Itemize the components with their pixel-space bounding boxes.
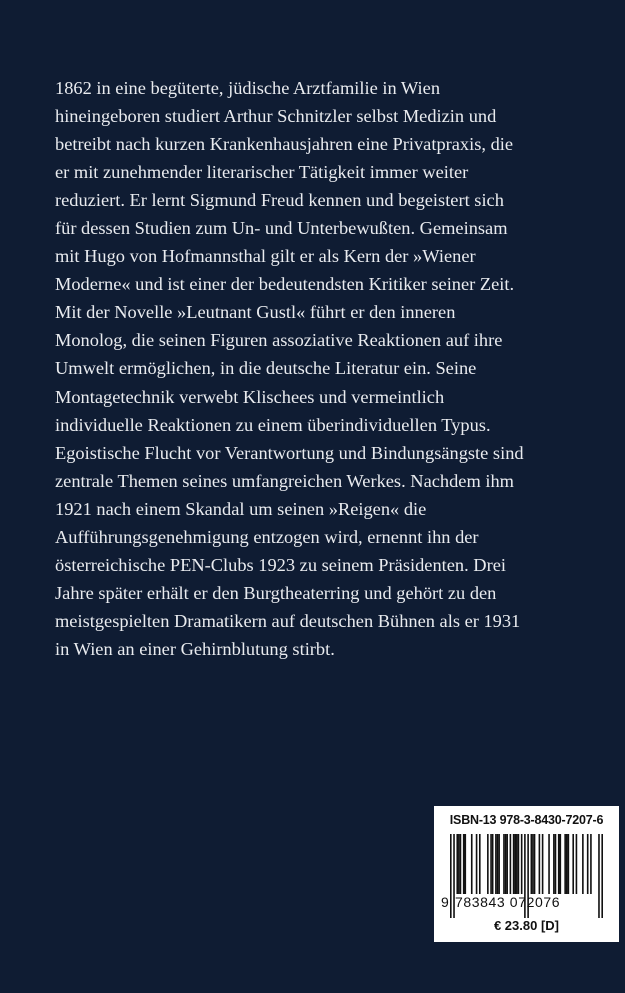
barcode-bar bbox=[521, 834, 523, 894]
barcode-bar bbox=[555, 834, 557, 894]
biography-line: Jahre später erhält er den Burgtheaterring und gehört zu den bbox=[55, 582, 497, 603]
barcode-bar bbox=[542, 834, 544, 894]
barcode-bar bbox=[534, 834, 536, 894]
barcode-bar bbox=[450, 834, 452, 918]
barcode-bar bbox=[576, 834, 578, 894]
biography-line: 1921 nach einem Skandal um seinen »Reigen« die bbox=[55, 498, 427, 519]
barcode-bar bbox=[572, 834, 574, 894]
barcode-bar bbox=[505, 834, 507, 894]
biography-line: 1862 in eine begüterte, jüdische Arztfamilie in Wien bbox=[55, 78, 441, 98]
barcode-bar bbox=[590, 834, 592, 894]
barcode-bar bbox=[479, 834, 481, 894]
biography-line: in Wien an einer Gehirnblutung stirbt. bbox=[55, 638, 335, 659]
barcode-bar bbox=[513, 834, 515, 894]
price-label: € 23.80 [D] bbox=[493, 918, 560, 933]
barcode-bar bbox=[514, 834, 516, 894]
barcode-bar bbox=[498, 834, 500, 894]
barcode-bar bbox=[510, 834, 512, 894]
barcode-bar bbox=[564, 834, 566, 894]
barcode-first-digit: 9 bbox=[441, 894, 449, 910]
barcode-bar bbox=[539, 834, 541, 894]
biography-line: individuelle Reaktionen zu einem überindividuellen Typus. bbox=[55, 414, 491, 435]
barcode-bar bbox=[458, 834, 460, 894]
barcode-bar bbox=[463, 834, 465, 894]
barcode-bar bbox=[531, 834, 533, 894]
biography-line: hineingeboren studiert Arthur Schnitzler selbst Medizin und bbox=[55, 106, 497, 127]
barcode-bar bbox=[503, 834, 505, 894]
barcode-bar bbox=[464, 834, 466, 894]
biography-line: betreibt nach kurzen Krankenhausjahren eine Privatpraxis, die bbox=[55, 134, 514, 155]
barcode-bar bbox=[492, 834, 494, 894]
biography-line: er mit zunehmender literarischer Tätigkeit immer weiter bbox=[55, 162, 469, 183]
barcode-bar bbox=[566, 834, 568, 894]
barcode-bar bbox=[476, 834, 478, 894]
barcode-bar bbox=[460, 834, 462, 894]
biography-line: zentrale Themen seines umfangreichen Werkes. Nachdem ihm bbox=[55, 470, 514, 491]
biography-line: Aufführungsgenehmigung entzogen wird, ernennt ihn der bbox=[55, 526, 479, 547]
barcode-label bbox=[434, 806, 619, 942]
biography-line: Egoistische Flucht vor Verantwortung und Bindungsängste sind bbox=[55, 442, 524, 463]
biography-line: Montagetechnik verwebt Klischees und vermeintlich bbox=[55, 386, 445, 407]
biography-line: Umwelt ermöglichen, in die deutsche Literatur ein. Seine bbox=[55, 358, 477, 379]
barcode-bar bbox=[532, 834, 534, 894]
barcode-bar bbox=[558, 834, 560, 894]
barcode-bar bbox=[568, 834, 570, 894]
biography-line: Moderne« und ist einer der bedeutendsten Kritiker seiner Zeit. bbox=[55, 274, 515, 295]
barcode-bar bbox=[490, 834, 492, 894]
barcode-bar bbox=[456, 834, 458, 894]
barcode-bar bbox=[553, 834, 555, 894]
biography-line: mit Hugo von Hofmannsthal gilt er als Kern der »Wiener bbox=[55, 246, 476, 267]
biography-line: reduziert. Er lernt Sigmund Freud kennen und begeistert sich bbox=[55, 190, 504, 211]
biography-line: meistgespielten Dramatikern auf deutschen Bühnen als er 1931 bbox=[55, 610, 521, 631]
barcode-digits: 783843 072076 bbox=[455, 894, 561, 910]
barcode-bar bbox=[582, 834, 584, 894]
isbn-number: ISBN-13 978-3-8430-7207-6 bbox=[449, 813, 604, 827]
author-biography bbox=[55, 74, 585, 663]
barcode-bar bbox=[548, 834, 550, 894]
barcode-bar bbox=[516, 834, 518, 894]
barcode-bar bbox=[471, 834, 473, 894]
biography-line: für dessen Studien zum Un- und Unterbewußten. Gemeinsam bbox=[55, 218, 508, 239]
barcode-bar bbox=[495, 834, 497, 894]
barcode-bar bbox=[560, 834, 562, 894]
barcode-bar bbox=[518, 834, 520, 894]
biography-line: österreichische PEN-Clubs 1923 zu seinem Präsidenten. Drei bbox=[55, 554, 506, 575]
barcode-bar bbox=[487, 834, 489, 894]
barcode-bar bbox=[506, 834, 508, 894]
barcode-bar bbox=[497, 834, 499, 894]
biography-line: Monolog, die seinen Figuren assoziative Reaktionen auf ihre bbox=[55, 330, 503, 351]
barcode-bar bbox=[587, 834, 589, 894]
biography-line: Mit der Novelle »Leutnant Gustl« führt er den inneren bbox=[55, 302, 456, 323]
